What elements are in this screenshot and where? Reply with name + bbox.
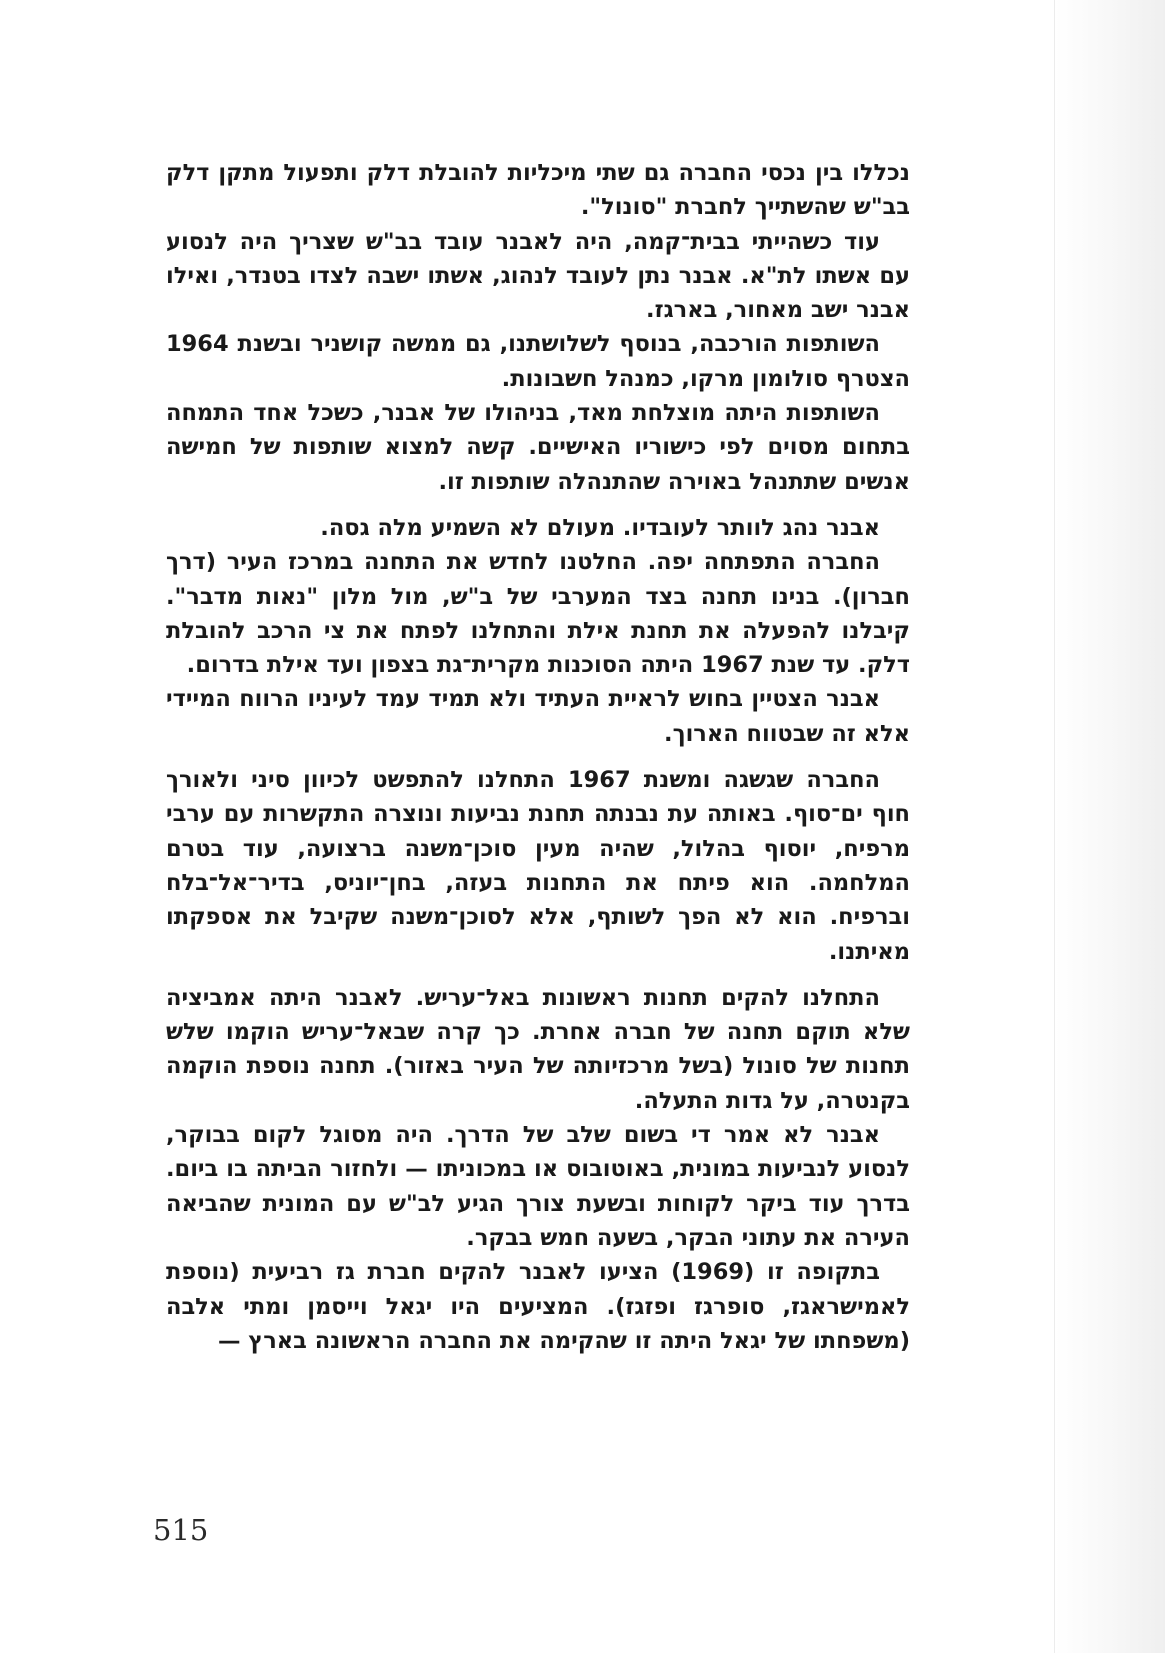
paragraph-6: החברה התפתחה יפה. החלטנו לחדש את התחנה במרכז העיר (דרך חברון). בנינו תחנה בצד המערבי של ב"ש, מול מלון "נאות מדבר". קיבלנו להפעלה את תחנת אילת והתחלנו לפתח את צי הרכב להובלת דלק. עד שנת 1967 היתה הסוכנות מקרית־גת בצפון ועד אילת בדרום. (166, 549, 910, 679)
paragraph-7: אבנר הצטיין בחוש לראיית העתיד ולא תמיד עמד לעיניו הרווח המיידי אלא זה שבטווח הארוך. (166, 686, 910, 747)
paragraph-3: השותפות הורכבה, בנוסף לשלושתנו, גם ממשה קושניר ובשנת 1964 הצטרף סולומון מרקו, כמנהל חשבונות. (166, 331, 910, 392)
paragraph-4: השותפות היתה מוצלחת מאד, בניהולו של אבנר, כשכל אחד התמחה בתחום מסוים לפי כישוריו האישיים. קשה למצוא שותפות של חמישה אנשים שתתנהל באוירה שהתנהלה שותפות זו. (166, 400, 910, 495)
page-edge-shadow (1054, 0, 1165, 1653)
paragraph-9: התחלנו להקים תחנות ראשונות באל־עריש. לאבנר היתה אמביציה שלא תוקם תחנה של חברה אחרת. כך קרה שבאל־עריש הוקמו שלש תחנות של סונול (בשל מרכזיותה של העיר באזור). תחנה נוספת הוקמה בקנטרה, על גדות התעלה. (166, 984, 910, 1114)
paragraph-11: בתקופה זו (1969) הציעו לאבנר להקים חברת גז רביעית (נוספת לאמישראגז, סופרגז ופזגז). המציעים היו יגאל וייסמן ומתי אלבה (משפחתו של יגאל היתה זו שהקימה את החברה הראשונה בארץ — (166, 1259, 910, 1354)
paragraph-1: נכללו בין נכסי החברה גם שתי מיכליות להובלת דלק ותפעול מתקן דלק בב"ש שהשתייך לחברת "סונול". (166, 160, 910, 221)
page-number: 515 (153, 1513, 209, 1547)
paragraph-8: החברה שגשגה ומשנת 1967 התחלנו להתפשט לכיוון סיני ולאורך חוף ים־סוף. באותה עת נבנתה תחנת נביעות ונוצרה התקשרות עם ערבי מרפיח, יוסוף בהלול, שהיה מעין סוכן־משנה ברצועה, עוד בטרם המלחמה. הוא פיתח את התחנות בעזה, בחן־יוניס, בדיר־אל־בלח וברפיח. הוא לא הפך לשותף, אלא לסוכן־משנה שקיבל את אספקתו מאיתנו. (166, 767, 910, 965)
paragraph-10: אבנר לא אמר די בשום שלב של הדרך. היה מסוגל לקום בבוקר, לנסוע לנביעות במונית, באוטובוס או במכוניתו — ולחזור הביתה בו ביום. בדרך עוד ביקר לקוחות ובשעת צורך הגיע לב"ש עם המונית שהביאה העירה את עתוני הבקר, בשעה חמש בבקר. (166, 1122, 910, 1251)
paragraph-5: אבנר נהג לוותר לעובדיו. מעולם לא השמיע מלה גסה. (320, 514, 880, 541)
body-text (166, 156, 910, 1358)
paragraph-2: עוד כשהייתי בבית־קמה, היה לאבנר עובד בב"ש שצריך היה לנסוע עם אשתו לת"א. אבנר נתן לעובד לנהוג, אשתו ישבה לצדו בטנדר, ואילו אבנר ישב מאחור, בארגז. (166, 228, 910, 324)
